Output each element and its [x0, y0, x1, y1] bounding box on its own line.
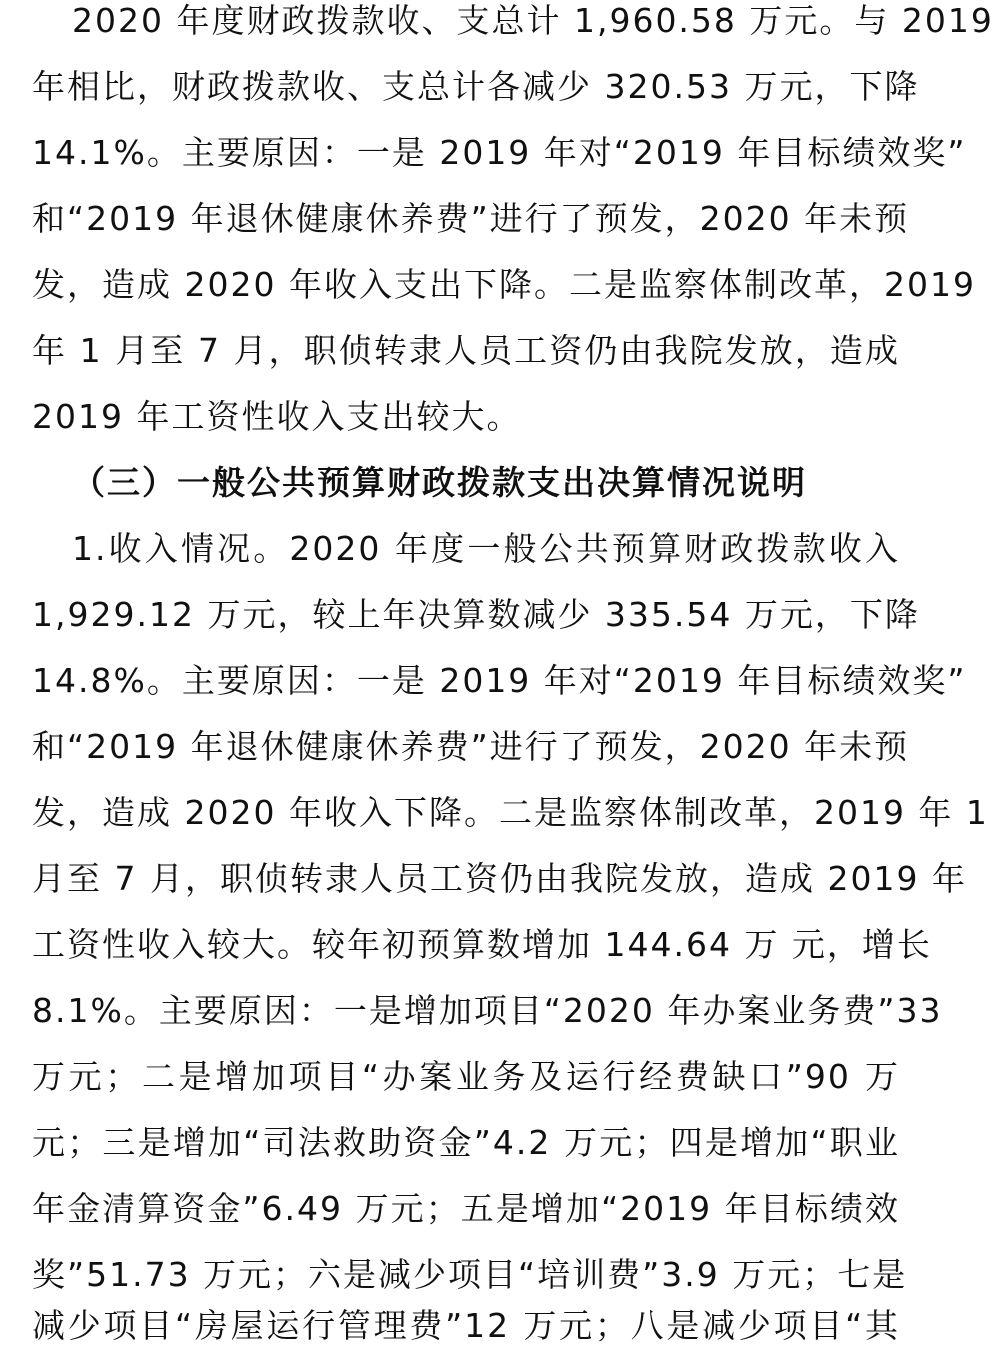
- paragraph-2-line-7: 工资性收入较大。较年初预算数增加 144.64 万 元，增长: [32, 925, 932, 964]
- section-heading: （三）一般公共预算财政拨款支出决算情况说明: [72, 463, 807, 502]
- paragraph-2-line-12: 奖”51.73 万元；六是减少项目“培训费”3.9 万元；七是: [32, 1255, 908, 1294]
- paragraph-2-line-4: 和“2019 年退休健康休养费”进行了预发，2020 年未预: [32, 727, 910, 766]
- paragraph-1-line-3: 14.1%。主要原因：一是 2019 年对“2019 年目标绩效奖”: [32, 133, 967, 172]
- paragraph-1-line-5: 发，造成 2020 年收入支出下降。二是监察体制改革，2019: [32, 265, 976, 304]
- paragraph-1-line-4: 和“2019 年退休健康休养费”进行了预发，2020 年未预: [32, 199, 910, 238]
- paragraph-2-line-6: 月至 7 月，职侦转隶人员工资仍由我院发放，造成 2019 年: [32, 859, 967, 898]
- paragraph-2-line-11: 年金清算资金”6.49 万元；五是增加“2019 年目标绩效: [32, 1189, 900, 1228]
- paragraph-2-line-3: 14.8%。主要原因：一是 2019 年对“2019 年目标绩效奖”: [32, 661, 967, 700]
- paragraph-1-line-6: 年 1 月至 7 月，职侦转隶人员工资仍由我院发放，造成: [32, 331, 900, 370]
- paragraph-2-line-8: 8.1%。主要原因：一是增加项目“2020 年办案业务费”33: [32, 991, 943, 1030]
- paragraph-2-line-10: 元；三是增加“司法救助资金”4.2 万元；四是增加“职业: [32, 1123, 900, 1162]
- paragraph-1-line-1: 2020 年度财政拨款收、支总计 1,960.58 万元。与 2019: [72, 1, 994, 40]
- paragraph-2-line-1: 1.收入情况。2020 年度一般公共预算财政拨款收入: [72, 529, 900, 568]
- paragraph-2-line-5: 发，造成 2020 年收入下降。二是监察体制改革，2019 年 1: [32, 793, 989, 832]
- paragraph-2-line-2: 1,929.12 万元，较上年决算数减少 335.54 万元，下降: [32, 595, 920, 634]
- paragraph-2-line-13: 减少项目“房屋运行管理费”12 万元；八是减少项目“其: [32, 1306, 900, 1345]
- paragraph-1-line-2: 年相比，财政拨款收、支总计各减少 320.53 万元，下降: [32, 67, 920, 106]
- paragraph-1-line-7: 2019 年工资性收入支出较大。: [32, 397, 522, 436]
- paragraph-2-line-9: 万元；二是增加项目“办案业务及运行经费缺口”90 万: [32, 1057, 900, 1096]
